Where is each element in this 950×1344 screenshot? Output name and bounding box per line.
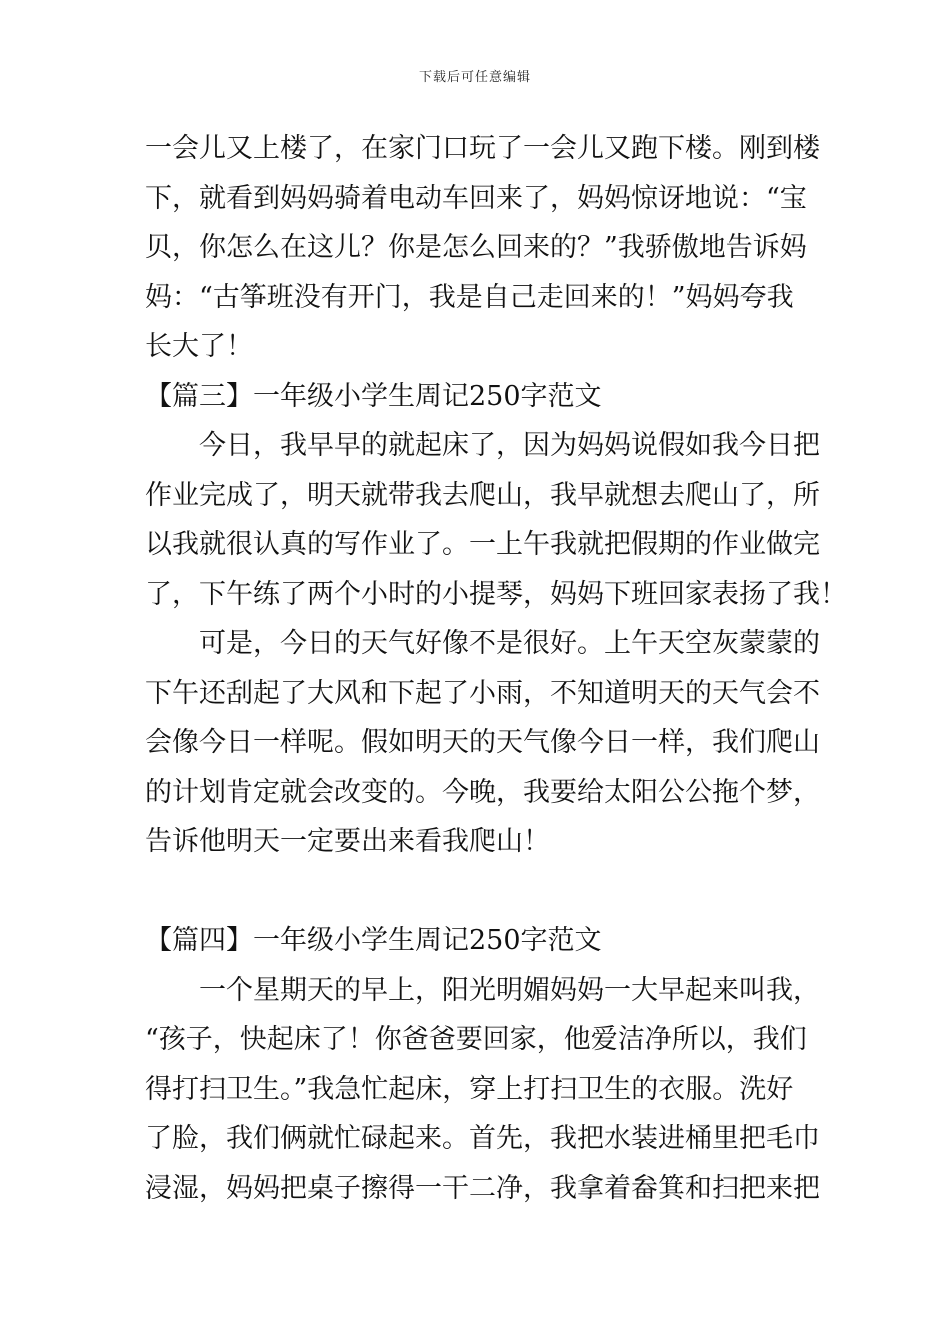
section-heading: 【篇四】一年级小学生周记250字范文 [145, 925, 602, 956]
section-spacer [145, 867, 810, 917]
paragraph [145, 966, 820, 1214]
text-line: 长大了！ [145, 331, 253, 362]
text-line: “孩子，快起床了！你爸爸要回家，他爱洁净所以，我们 [145, 1024, 807, 1055]
text-line: 了脸，我们俩就忙碌起来。首先，我把水装进桶里把毛巾 [145, 1123, 820, 1154]
text-line: 浸湿，妈妈把桌子擦得一干二净，我拿着畚箕和扫把来把 [145, 1172, 820, 1204]
text-line: 会像今日一样呢。假如明天的天气像今日一样，我们爬山 [145, 727, 820, 758]
paragraph [145, 619, 820, 867]
text-line: 一会儿又上楼了，在家门口玩了一会儿又跑下楼。刚到楼 [145, 133, 820, 164]
text-line: 以我就很认真的写作业了。一上午我就把假期的作业做完 [145, 529, 820, 560]
text-line: 作业完成了，明天就带我去爬山，我早就想去爬山了，所 [145, 479, 820, 511]
section-two-continuation [145, 124, 820, 372]
page-header-note: 下载后可任意编辑 [418, 70, 531, 85]
text-line: 可是，今日的天气好像不是很好。上午天空灰蒙蒙的 [199, 628, 820, 659]
section-three [145, 372, 847, 867]
text-line: 告诉他明天一定要出来看我爬山！ [145, 826, 550, 857]
text-line: 得打扫卫生。”我急忙起床，穿上打扫卫生的衣服。洗好 [145, 1073, 794, 1105]
text-line: 下午还刮起了大风和下起了小雨，不知道明天的天气会不 [145, 677, 820, 709]
text-line: 妈：“古筝班没有开门，我是自己走回来的！”妈妈夸我 [145, 281, 794, 313]
text-line: 了，下午练了两个小时的小提琴，妈妈下班回家表扬了我！ [145, 578, 847, 610]
text-line: 今日，我早早的就起床了，因为妈妈说假如我今日把 [199, 430, 820, 461]
document-body [145, 124, 847, 1213]
section-four [145, 916, 820, 1213]
paragraph [145, 421, 847, 619]
text-line: 的计划肯定就会改变的。今晚，我要给太阳公公拖个梦， [145, 776, 820, 808]
text-line: 一个星期天的早上，阳光明媚妈妈一大早起来叫我， [199, 974, 820, 1006]
text-line: 下，就看到妈妈骑着电动车回来了，妈妈惊讶地说：“宝 [145, 182, 807, 214]
text-line: 贝，你怎么在这儿？你是怎么回来的？”我骄傲地告诉妈 [145, 232, 807, 263]
section-heading: 【篇三】一年级小学生周记250字范文 [145, 380, 602, 412]
